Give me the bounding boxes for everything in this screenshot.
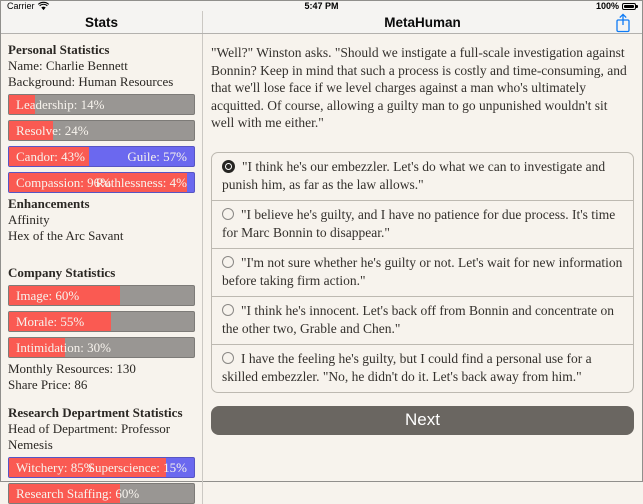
choice-text: I have the feeling he's guilty, but I could find a personal use for a skilled embezzler. "No, he didn't do it. Let's back away from him." bbox=[222, 350, 592, 384]
story-header bbox=[203, 11, 642, 33]
personal-stats-heading: Personal Statistics bbox=[8, 42, 110, 57]
enhancements-heading: Enhancements bbox=[8, 196, 90, 211]
battery-icon bbox=[622, 3, 636, 10]
stat-bar-label: Morale: 55% bbox=[16, 314, 85, 329]
stat-bar-label: Witchery: 85% bbox=[16, 460, 95, 475]
enhancement-item: Affinity bbox=[8, 212, 50, 227]
choice-option[interactable] bbox=[212, 248, 633, 296]
radio-button[interactable] bbox=[222, 352, 234, 364]
radio-button[interactable] bbox=[222, 208, 234, 220]
choice-text: "I think he's our embezzler. Let's do what we can to investigate and punish him, as far as the law allows." bbox=[222, 158, 606, 192]
stats-sidebar[interactable] bbox=[1, 34, 203, 504]
stat-bar-label: Image: 60% bbox=[16, 288, 80, 303]
share-price: Share Price: 86 bbox=[8, 377, 88, 392]
stat-bar-label: Intimidation: 30% bbox=[16, 340, 111, 355]
story-paragraph: "Well?" Winston asks. "Should we instigate a full-scale investigation against Bonnin? Keep in mind that such a process is costly and time-consuming, and that we'll lose face if we level charges against a man who's ultimately acquitted. Of course, allowing a guilty man to go unpunished wouldn't sit well with me either." bbox=[211, 45, 627, 130]
carrier-label: Carrier bbox=[7, 1, 35, 11]
stats-title: Stats bbox=[84, 14, 118, 30]
navigation-bar bbox=[1, 11, 642, 34]
head-of-department: Head of Department: Professor Nemesis bbox=[8, 421, 171, 452]
clock-label: 5:47 PM bbox=[304, 1, 339, 11]
choice-text: "I'm not sure whether he's guilty or not. Let's wait for new information before taking firm action." bbox=[222, 254, 623, 288]
company-stats-heading: Company Statistics bbox=[8, 265, 116, 280]
stat-bar-label: Candor: 43% bbox=[16, 149, 85, 164]
stat-bar-resolve bbox=[8, 120, 195, 141]
story-pane[interactable] bbox=[203, 34, 642, 504]
stat-bar-label: Resolve: 24% bbox=[16, 123, 89, 138]
radio-button[interactable] bbox=[222, 304, 234, 316]
enhancement-item: Hex of the Arc Savant bbox=[8, 228, 124, 243]
stat-bar-label: Ruthlessness: 4% bbox=[95, 175, 187, 190]
stat-bar-label: Leadership: 14% bbox=[16, 97, 105, 112]
share-icon bbox=[615, 13, 631, 33]
monthly-resources: Monthly Resources: 130 bbox=[8, 361, 136, 376]
status-bar bbox=[1, 1, 642, 11]
stat-bar-image bbox=[8, 285, 195, 306]
stat-bar-witchery-superscience bbox=[8, 457, 195, 478]
share-button[interactable] bbox=[613, 12, 633, 33]
stat-bar-compassion-ruthlessness bbox=[8, 172, 195, 193]
stat-bar-morale bbox=[8, 311, 195, 332]
character-background: Background: Human Resources bbox=[8, 74, 174, 89]
choice-list bbox=[211, 152, 634, 393]
stat-bar-label: Compassion: 96% bbox=[16, 175, 111, 190]
next-button[interactable]: Next bbox=[211, 406, 634, 435]
stat-bar-label: Research Staffing: 60% bbox=[16, 486, 140, 501]
battery-percent-label: 100% bbox=[595, 1, 619, 11]
stat-bar-leadership bbox=[8, 94, 195, 115]
stat-bar-research-staffing bbox=[8, 483, 195, 504]
choice-option[interactable] bbox=[212, 200, 633, 248]
stat-bar-intimidation bbox=[8, 337, 195, 358]
main-split bbox=[1, 34, 642, 504]
stat-bar-label: Superscience: 15% bbox=[87, 460, 187, 475]
stats-header bbox=[1, 11, 203, 33]
character-name: Name: Charlie Bennett bbox=[8, 58, 128, 73]
page-title: MetaHuman bbox=[384, 14, 461, 30]
choice-text: "I think he's innocent. Let's back off from Bonnin and concentrate on the other two, Grable and Chen." bbox=[222, 302, 615, 336]
stat-bar-candor-guile bbox=[8, 146, 195, 167]
stat-bar-label: Guile: 57% bbox=[127, 149, 187, 164]
choice-option[interactable] bbox=[212, 344, 633, 392]
research-stats-heading: Research Department Statistics bbox=[8, 405, 183, 420]
choice-option[interactable] bbox=[212, 153, 633, 200]
choice-text: "I believe he's guilty, and I have no patience for due process. It's time for Marc Bonnin to disappear." bbox=[222, 206, 616, 240]
choice-option[interactable] bbox=[212, 296, 633, 344]
radio-button[interactable] bbox=[222, 160, 235, 173]
radio-button[interactable] bbox=[222, 256, 234, 268]
